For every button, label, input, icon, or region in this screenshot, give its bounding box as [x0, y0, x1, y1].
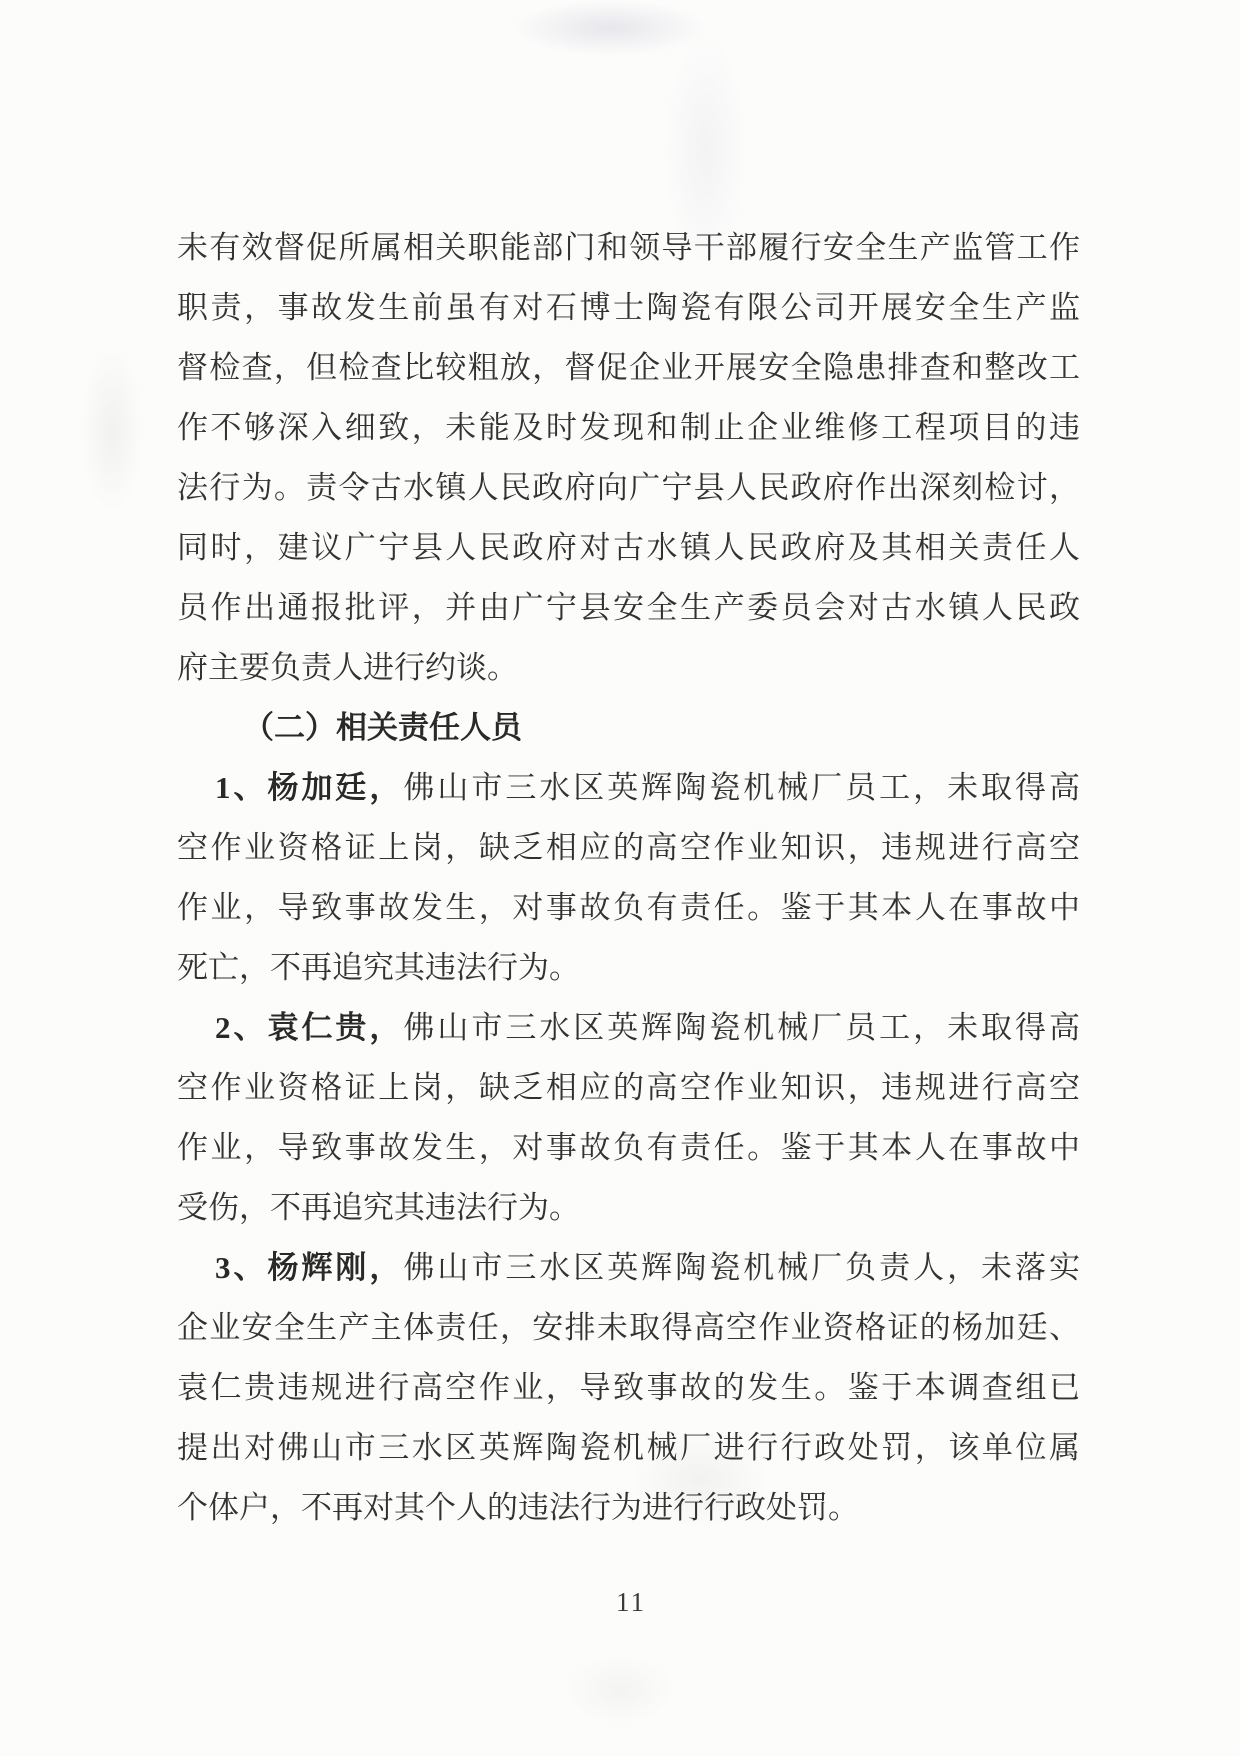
paragraph-responsibility-government: [177, 218, 1080, 698]
text-line: 作不够深入细致，未能及时发现和制止企业维修工程项目的违: [177, 410, 1080, 445]
text-line: 职责，事故发生前虽有对石博士陶瓷有限公司开展安全生产监: [177, 290, 1080, 325]
text-line: 法行为。责令古水镇人民政府向广宁县人民政府作出深刻检讨，: [177, 470, 1080, 505]
text-line: 空作业资格证上岗，缺乏相应的高空作业知识，违规进行高空: [177, 1070, 1080, 1105]
text-line: 受伤，不再追究其违法行为。: [177, 1190, 580, 1225]
text-line: 督检查，但检查比较粗放，督促企业开展安全隐患排查和整改工: [177, 350, 1080, 385]
text-line: 死亡，不再追究其违法行为。: [177, 950, 580, 985]
person-2-name-label: 2、袁仁贵，: [215, 1010, 404, 1045]
text-segment: 佛山市三水区英辉陶瓷机械厂员工，未取得高: [403, 1010, 1081, 1045]
text-line: 作业，导致事故发生，对事故负有责任。鉴于其本人在事故中: [177, 890, 1080, 925]
text-line: 空作业资格证上岗，缺乏相应的高空作业知识，违规进行高空: [177, 830, 1080, 865]
person-1-name-label: 1、杨加廷，: [215, 770, 404, 805]
text-line: 作业，导致事故发生，对事故负有责任。鉴于其本人在事故中: [177, 1130, 1080, 1165]
page-number: 11: [616, 1587, 646, 1617]
text-line: [177, 758, 1080, 818]
text-line: [177, 998, 1080, 1058]
text-line: 同时，建议广宁县人民政府对古水镇人民政府及其相关责任人: [177, 530, 1080, 565]
text-line: 袁仁贵违规进行高空作业，导致事故的发生。鉴于本调查组已: [177, 1370, 1080, 1405]
text-line: 个体户，不再对其个人的违法行为进行行政处罚。: [177, 1490, 859, 1525]
paragraph-person-3: [177, 1238, 1080, 1538]
text-line: 员作出通报批评，并由广宁县安全生产委员会对古水镇人民政: [177, 590, 1080, 625]
section-heading-responsible-persons: （二）相关责任人员: [243, 710, 522, 745]
text-line: 企业安全生产主体责任，安排未取得高空作业资格证的杨加廷、: [177, 1310, 1080, 1345]
text-line: 未有效督促所属相关职能部门和领导干部履行安全生产监管工作: [177, 230, 1080, 265]
text-segment: 佛山市三水区英辉陶瓷机械厂负责人，未落实: [403, 1250, 1081, 1285]
text-line: [177, 1238, 1080, 1298]
paragraph-person-2: [177, 998, 1080, 1238]
text-line: 提出对佛山市三水区英辉陶瓷机械厂进行行政处罚，该单位属: [177, 1430, 1080, 1465]
document-text-block: [177, 218, 1080, 1538]
paragraph-person-1: [177, 758, 1080, 998]
text-segment: 佛山市三水区英辉陶瓷机械厂员工，未取得高: [403, 770, 1081, 805]
person-3-name-label: 3、杨辉刚，: [215, 1250, 404, 1285]
text-line: 府主要负责人进行约谈。: [177, 650, 518, 685]
